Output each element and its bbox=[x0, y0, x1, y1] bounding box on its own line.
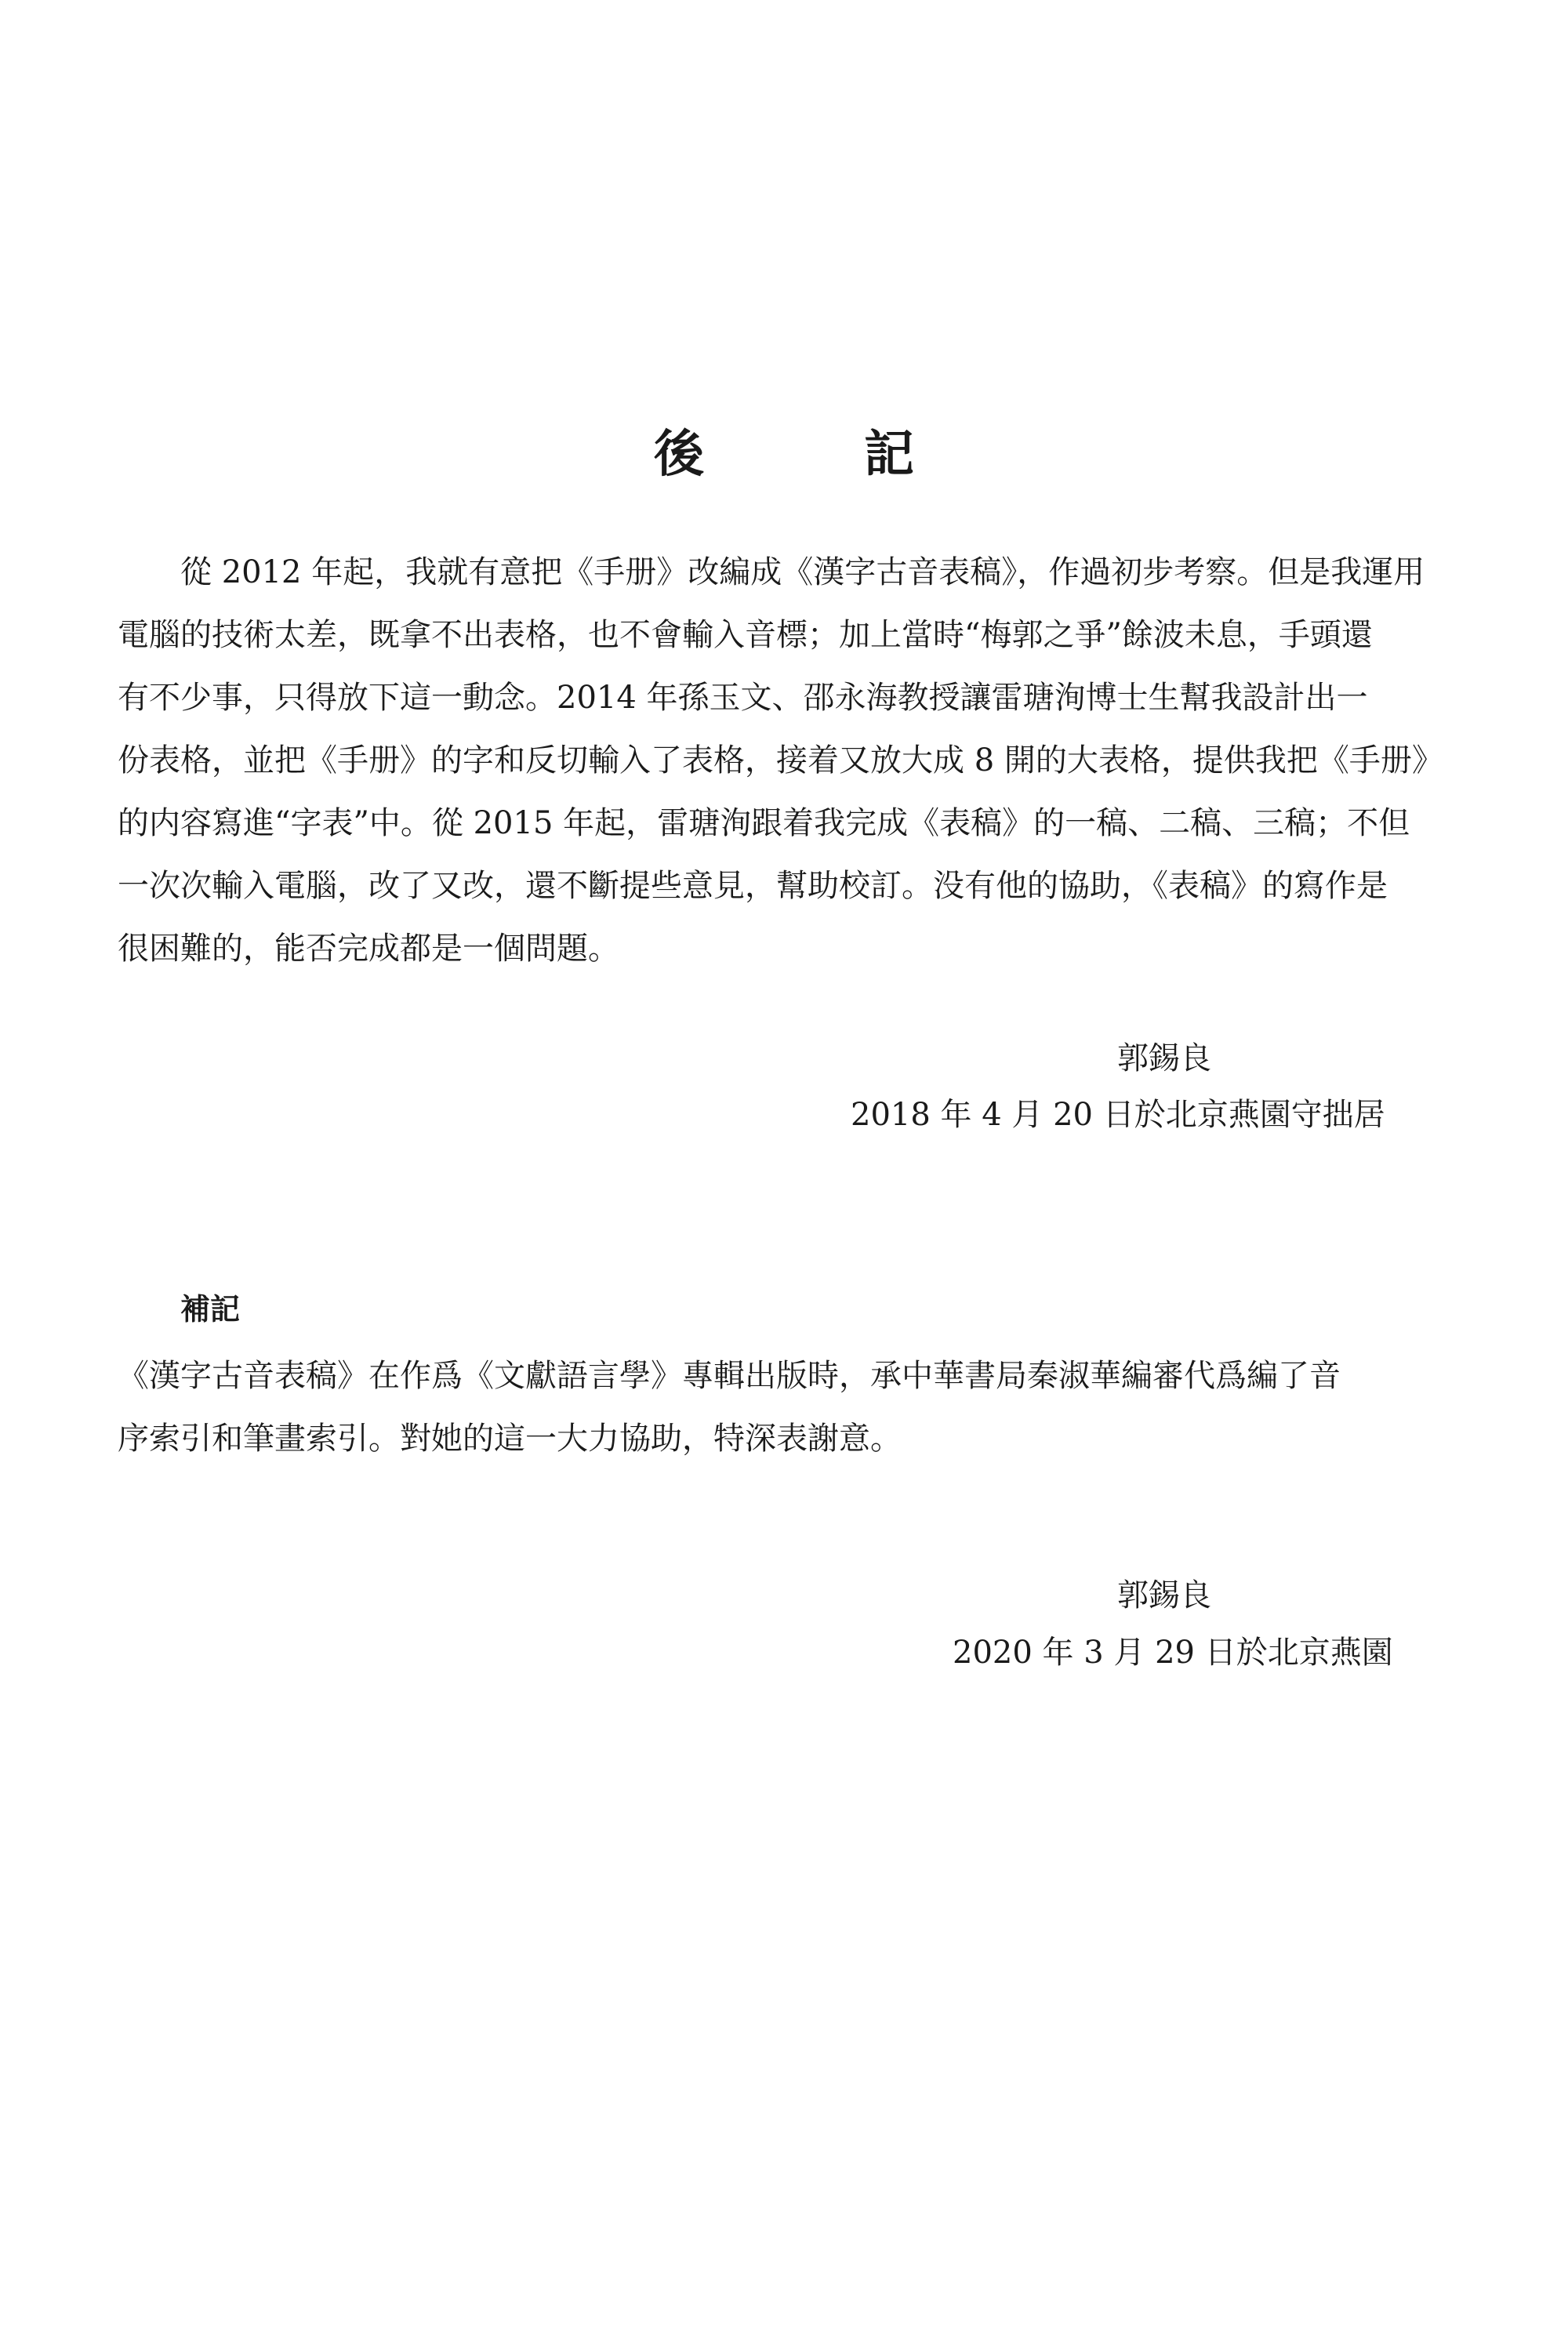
supplement-date: 2020 年 3 月 29 日於北京燕園 bbox=[953, 1635, 1393, 1671]
afterword-date: 2018 年 4 月 20 日於北京燕園守拙居 bbox=[851, 1097, 1385, 1133]
paragraph-line: 有不少事，只得放下這一動念。2014 年孫玉文、邵永海教授讓雷瑭洵博士生幫我設計出一 bbox=[118, 680, 1368, 716]
supplement-paragraph bbox=[118, 1345, 1446, 1470]
paragraph-line: 電腦的技術太差，既拿不出表格，也不會輸入音標；加上當時“梅郭之爭”餘波未息，手頭還 bbox=[118, 617, 1373, 653]
paragraph-line: 序索引和筆畫索引。對她的這一大力協助，特深表謝意。 bbox=[118, 1421, 902, 1457]
paragraph-line: 一次次輸入電腦，改了又改，還不斷提些意見，幫助校訂。没有他的協助，《表稿》的寫作是 bbox=[118, 868, 1388, 904]
paragraph-line: 份表格，並把《手册》的字和反切輸入了表格，接着又放大成 8 開的大表格，提供我把《手册》 bbox=[118, 742, 1443, 779]
afterword-author: 郭錫良 bbox=[1117, 1040, 1211, 1076]
paragraph-line: 的内容寫進“字表”中。從 2015 年起，雷瑭洵跟着我完成《表稿》的一稿、二稿、三稿；不但 bbox=[118, 805, 1410, 841]
paragraph-line: 從 2012 年起，我就有意把《手册》改編成《漢字古音表稿》，作過初步考察。但是我運用 bbox=[180, 554, 1425, 590]
page-title: 後 記 bbox=[654, 426, 969, 484]
supplement-author: 郭錫良 bbox=[1117, 1577, 1211, 1613]
supplement-heading: 補記 bbox=[180, 1292, 241, 1327]
paragraph-line: 《漢字古音表稿》在作爲《文獻語言學》專輯出版時，承中華書局秦淑華編審代爲編了音 bbox=[118, 1358, 1341, 1394]
paragraph-line: 很困難的，能否完成都是一個問題。 bbox=[118, 931, 619, 967]
afterword-paragraph bbox=[118, 541, 1446, 980]
